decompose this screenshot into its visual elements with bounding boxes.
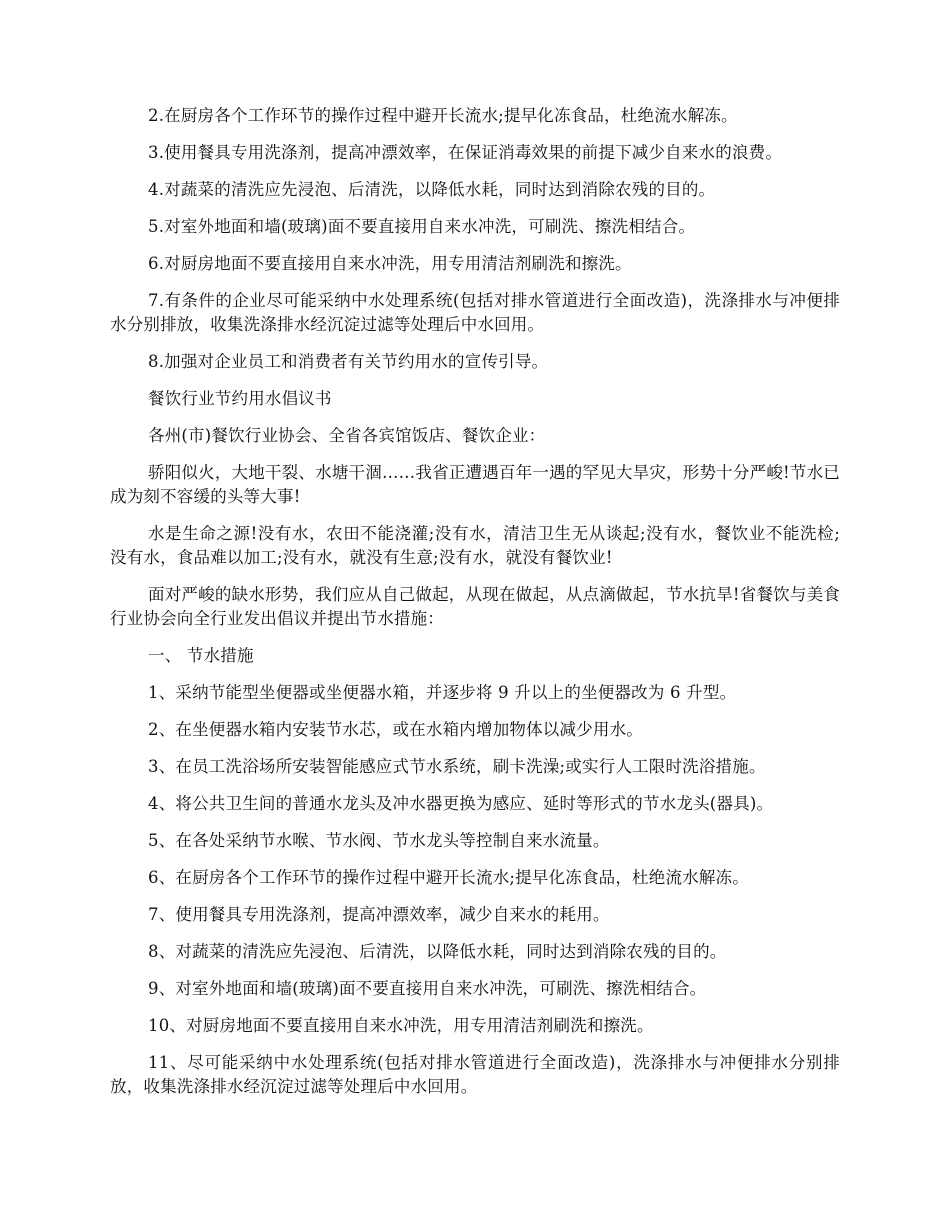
- paragraph-measure-5: 5.对室外地面和墙(玻璃)面不要直接用自来水冲洗，可刷洗、擦洗相结合。: [148, 217, 696, 236]
- paragraph-call-to-action: 面对严峻的缺水形势，我们应从自己做起，从现在做起，从点滴做起，节水抗旱!省餐饮与美食行业协会向全行业发出倡议并提出节水措施：: [110, 585, 840, 628]
- paragraph-measure-3: 3.使用餐具专用洗涤剂，提高冲漂效率，在保证消毒效果的前提下减少自来水的浪费。: [148, 143, 783, 162]
- paragraph-measure-7: 7.有条件的企业尽可能采纳中水处理系统(包括对排水管道进行全面改造)，洗涤排水与冲便排水分别排放，收集洗涤排水经沉淀过滤等处理后中水回用。: [110, 291, 840, 334]
- paragraph-drought-situation: 骄阳似火，大地干裂、水塘干涸……我省正遭遇百年一遇的罕见大旱灾，形势十分严峻!节水已成为刻不容缓的头等大事!: [110, 463, 840, 506]
- paragraph-water-importance: 水是生命之源!没有水，农田不能浇灌;没有水，清洁卫生无从谈起;没有水，餐饮业不能洗检;没有水，食品难以加工;没有水，就没有生意;没有水，就没有餐饮业!: [110, 524, 840, 567]
- list-item-measure-8: 8、对蔬菜的清洗应先浸泡、后清洗，以降低水耗，同时达到消除农残的目的。: [148, 942, 727, 961]
- paragraph-measure-6: 6.对厨房地面不要直接用自来水冲洗，用专用清洁剂刷洗和擦洗。: [148, 254, 632, 273]
- list-item-measure-6: 6、在厨房各个工作环节的操作过程中避开长流水;提早化冻食品，杜绝流水解冻。: [148, 868, 749, 887]
- proposal-title: 餐饮行业节约用水倡议书: [148, 389, 332, 408]
- paragraph-measure-8: 8.加强对企业员工和消费者有关节约用水的宣传引导。: [148, 352, 549, 371]
- list-item-measure-10: 10、对厨房地面不要直接用自来水冲洗，用专用清洁剂刷洗和擦洗。: [148, 1016, 654, 1035]
- list-item-measure-5: 5、在各处采纳节水喉、节水阀、节水龙头等控制自来水流量。: [148, 831, 610, 850]
- section-heading-water-saving-measures: 一、 节水措施: [148, 646, 254, 665]
- list-item-measure-11: 11、尽可能采纳中水处理系统(包括对排水管道进行全面改造)，洗涤排水与冲便排水分别排放，收集洗涤排水经沉淀过滤等处理后中水回用。: [110, 1053, 840, 1096]
- list-item-measure-2: 2、在坐便器水箱内安装节水芯，或在水箱内增加物体以减少用水。: [148, 720, 643, 739]
- list-item-measure-7: 7、使用餐具专用洗涤剂，提高冲漂效率，减少自来水的耗用。: [148, 905, 610, 924]
- list-item-measure-1: 1、采纳节能型坐便器或坐便器水箱，并逐步将 9 升以上的坐便器改为 6 升型。: [148, 683, 737, 702]
- paragraph-measure-2: 2.在厨房各个工作环节的操作过程中避开长流水;提早化冻食品，杜绝流水解冻。: [148, 106, 738, 125]
- salutation: 各州(市)餐饮行业协会、全省各宾馆饭店、餐饮企业：: [148, 426, 546, 445]
- list-item-measure-4: 4、将公共卫生间的普通水龙头及冲水器更换为感应、延时等形式的节水龙头(器具)。: [148, 794, 774, 813]
- document-page: [110, 104, 840, 1112]
- list-item-measure-9: 9、对室外地面和墙(玻璃)面不要直接用自来水冲洗，可刷洗、擦洗相结合。: [148, 979, 707, 998]
- paragraph-measure-4: 4.对蔬菜的清洗应先浸泡、后清洗，以降低水耗，同时达到消除农残的目的。: [148, 180, 716, 199]
- list-item-measure-3: 3、在员工洗浴场所安装智能感应式节水系统，刷卡洗澡;或实行人工限时洗浴措施。: [148, 757, 766, 776]
